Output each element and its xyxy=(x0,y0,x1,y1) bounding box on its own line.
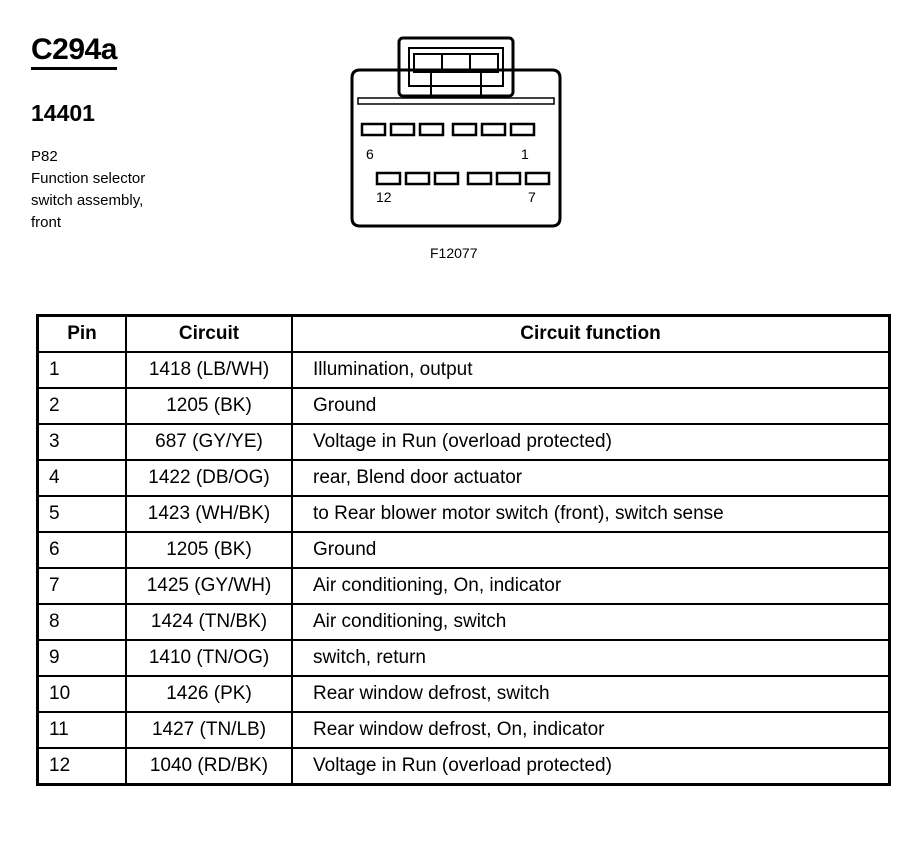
desc-line-4: front xyxy=(31,214,62,231)
pin-label-1: 1 xyxy=(521,146,529,162)
table-row xyxy=(38,460,890,496)
table-row xyxy=(38,604,890,640)
header-pin: Pin xyxy=(38,316,127,353)
cell-circuit: 1424 (TN/BK) xyxy=(126,604,292,640)
cell-circuit: 687 (GY/YE) xyxy=(126,424,292,460)
table-row xyxy=(38,748,890,785)
cell-circuit: 1418 (LB/WH) xyxy=(126,352,292,388)
cell-pin: 5 xyxy=(38,496,127,532)
cell-function: Ground xyxy=(292,532,890,568)
header-circuit-function: Circuit function xyxy=(292,316,890,353)
cell-pin: 10 xyxy=(38,676,127,712)
table-header-row xyxy=(38,316,890,353)
cell-function: Rear window defrost, switch xyxy=(292,676,890,712)
cell-pin: 6 xyxy=(38,532,127,568)
cell-pin: 11 xyxy=(38,712,127,748)
cell-function: Illumination, output xyxy=(292,352,890,388)
cell-function: Rear window defrost, On, indicator xyxy=(292,712,890,748)
figure-code: F12077 xyxy=(430,245,478,261)
cell-pin: 7 xyxy=(38,568,127,604)
cell-pin: 3 xyxy=(38,424,127,460)
pin-label-12: 12 xyxy=(376,189,392,205)
cell-circuit: 1425 (GY/WH) xyxy=(126,568,292,604)
cell-pin: 2 xyxy=(38,388,127,424)
cell-circuit: 1205 (BK) xyxy=(126,388,292,424)
cell-function: rear, Blend door actuator xyxy=(292,460,890,496)
table-row xyxy=(38,352,890,388)
part-number: 14401 xyxy=(31,100,95,126)
desc-line-1: P82 xyxy=(31,148,58,165)
cell-function: Air conditioning, On, indicator xyxy=(292,568,890,604)
table-row xyxy=(38,676,890,712)
table-row xyxy=(38,568,890,604)
cell-pin: 4 xyxy=(38,460,127,496)
cell-function: Ground xyxy=(292,388,890,424)
pin-label-7: 7 xyxy=(528,189,536,205)
table-row xyxy=(38,640,890,676)
desc-line-2: Function selector xyxy=(31,170,146,187)
cell-circuit: 1423 (WH/BK) xyxy=(126,496,292,532)
table-row xyxy=(38,496,890,532)
cell-pin: 9 xyxy=(38,640,127,676)
cell-function: to Rear blower motor switch (front), switch sense xyxy=(292,496,890,532)
cell-circuit: 1040 (RD/BK) xyxy=(126,748,292,785)
table-row xyxy=(38,532,890,568)
cell-circuit: 1410 (TN/OG) xyxy=(126,640,292,676)
cell-circuit: 1422 (DB/OG) xyxy=(126,460,292,496)
table-row xyxy=(38,424,890,460)
cell-circuit: 1427 (TN/LB) xyxy=(126,712,292,748)
cell-function: Air conditioning, switch xyxy=(292,604,890,640)
cell-circuit: 1426 (PK) xyxy=(126,676,292,712)
table-row xyxy=(38,388,890,424)
desc-line-3: switch assembly, xyxy=(31,192,144,209)
cell-pin: 12 xyxy=(38,748,127,785)
cell-function: Voltage in Run (overload protected) xyxy=(292,424,890,460)
cell-pin: 8 xyxy=(38,604,127,640)
cell-function: switch, return xyxy=(292,640,890,676)
cell-function: Voltage in Run (overload protected) xyxy=(292,748,890,785)
connector-face-diagram xyxy=(346,36,566,232)
table-row xyxy=(38,712,890,748)
cell-pin: 1 xyxy=(38,352,127,388)
pinout-table xyxy=(36,314,891,786)
pin-label-6: 6 xyxy=(366,146,374,162)
connector-id-title: C294a xyxy=(31,34,117,70)
cell-circuit: 1205 (BK) xyxy=(126,532,292,568)
header-circuit: Circuit xyxy=(126,316,292,353)
